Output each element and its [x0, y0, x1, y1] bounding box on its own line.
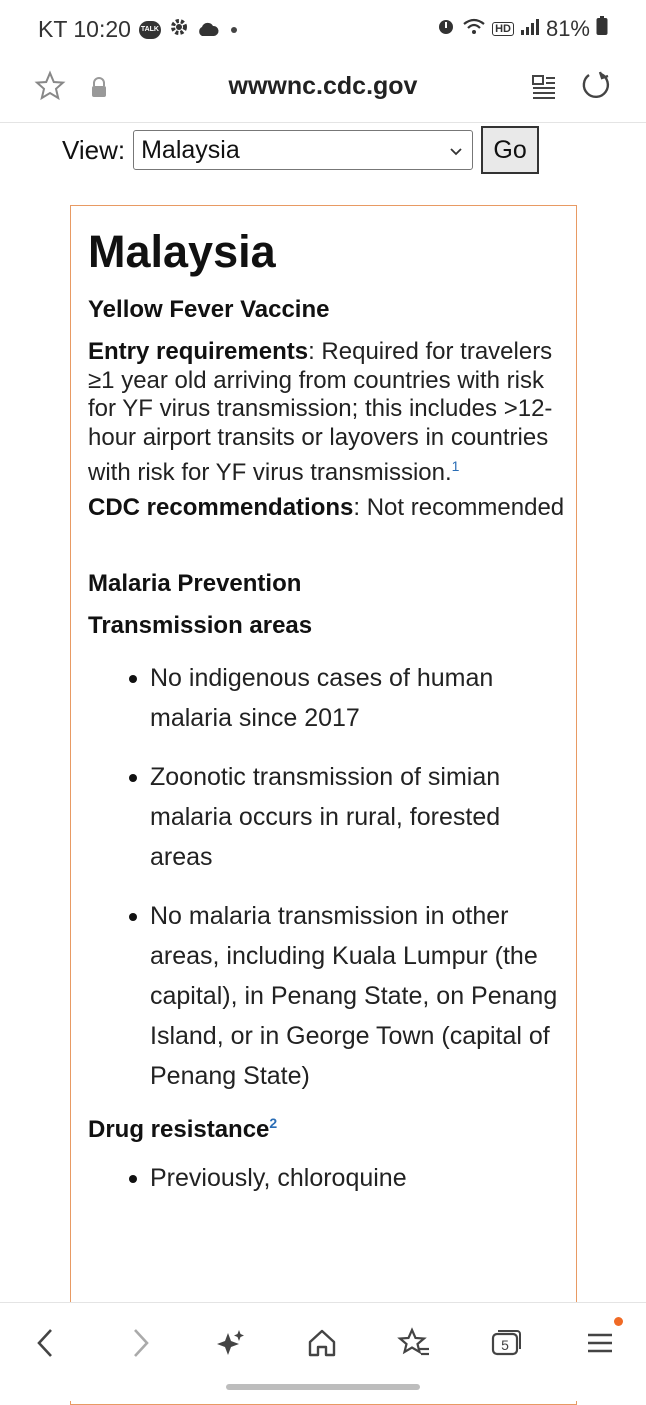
entry-footnote-link[interactable]: 1	[451, 458, 460, 474]
country-content	[88, 222, 568, 1217]
country-select-value: Malaysia	[141, 135, 240, 164]
forward-icon[interactable]	[118, 1323, 162, 1363]
alarm-icon	[436, 16, 456, 42]
view-label: View:	[62, 134, 126, 165]
url-text[interactable]: wwwnc.cdc.gov	[228, 72, 418, 100]
country-select[interactable]	[133, 130, 473, 170]
battery-percent: 81%	[545, 16, 590, 41]
cdc-recommendations-label: CDC recommendations	[88, 493, 354, 521]
chevron-down-icon	[448, 140, 464, 169]
view-selector-row	[62, 124, 539, 176]
reload-icon[interactable]	[580, 70, 612, 107]
battery-icon	[596, 16, 608, 42]
cloud-icon	[197, 16, 219, 43]
menu-notification-dot	[614, 1317, 623, 1326]
entry-requirements	[88, 338, 568, 488]
drug-resistance-list	[88, 1158, 568, 1198]
cdc-recommendations-text: : Not recommended	[353, 493, 565, 521]
entry-requirements-text: : Required for travelers ≥1 year old arriving from countries with risk for YF virus transmission; this includes >12-hour airport transits or layovers in countries with risk for YF virus transmission.	[88, 338, 553, 486]
cdc-recommendations	[88, 494, 568, 523]
notification-dot	[231, 27, 237, 33]
menu-icon[interactable]	[578, 1323, 622, 1363]
hd-icon: HD	[492, 22, 514, 36]
yellow-fever-heading: Yellow Fever Vaccine	[88, 296, 330, 323]
transmission-list-item: Zoonotic transmission of simian malaria occurs in rural, forested areas	[88, 757, 568, 877]
drug-footnote-link[interactable]: 2	[269, 1115, 278, 1131]
transmission-list-item: No malaria transmission in other areas, including Kuala Lumpur (the capital), in Penang State, on Penang Island, or in George Town (capital of Penang State)	[88, 896, 568, 1096]
ai-sparkle-icon[interactable]	[208, 1323, 252, 1363]
wifi-icon	[462, 16, 486, 42]
country-title: Malaysia	[88, 226, 276, 277]
back-icon[interactable]	[24, 1323, 68, 1363]
drug-resistance-label: Drug resistance	[88, 1116, 270, 1143]
browser-url-bar	[0, 62, 646, 123]
status-right	[436, 16, 608, 42]
transmission-list	[88, 658, 568, 1096]
malaria-heading: Malaria Prevention	[88, 570, 302, 597]
signal-icon	[520, 16, 540, 42]
bookmarks-icon[interactable]	[392, 1323, 436, 1363]
reader-mode-icon[interactable]	[530, 73, 558, 106]
drug-resistance-heading	[88, 1115, 568, 1144]
svg-text:5: 5	[501, 1337, 509, 1353]
drug-resistance-list-item: Previously, chloroquine	[88, 1158, 568, 1198]
home-icon[interactable]	[300, 1323, 344, 1363]
tabs-icon[interactable]	[484, 1323, 528, 1363]
transmission-list-item: No indigenous cases of human malaria since 2017	[88, 658, 568, 738]
status-left	[38, 16, 237, 43]
status-time: KT 10:20	[38, 16, 131, 42]
home-indicator[interactable]	[226, 1384, 420, 1390]
transmission-areas-heading: Transmission areas	[88, 612, 313, 639]
gear-icon	[169, 16, 189, 43]
entry-requirements-label: Entry requirements	[88, 338, 309, 365]
talk-icon: TALK	[139, 21, 161, 39]
go-button[interactable]: Go	[481, 126, 539, 174]
status-bar	[0, 0, 646, 62]
